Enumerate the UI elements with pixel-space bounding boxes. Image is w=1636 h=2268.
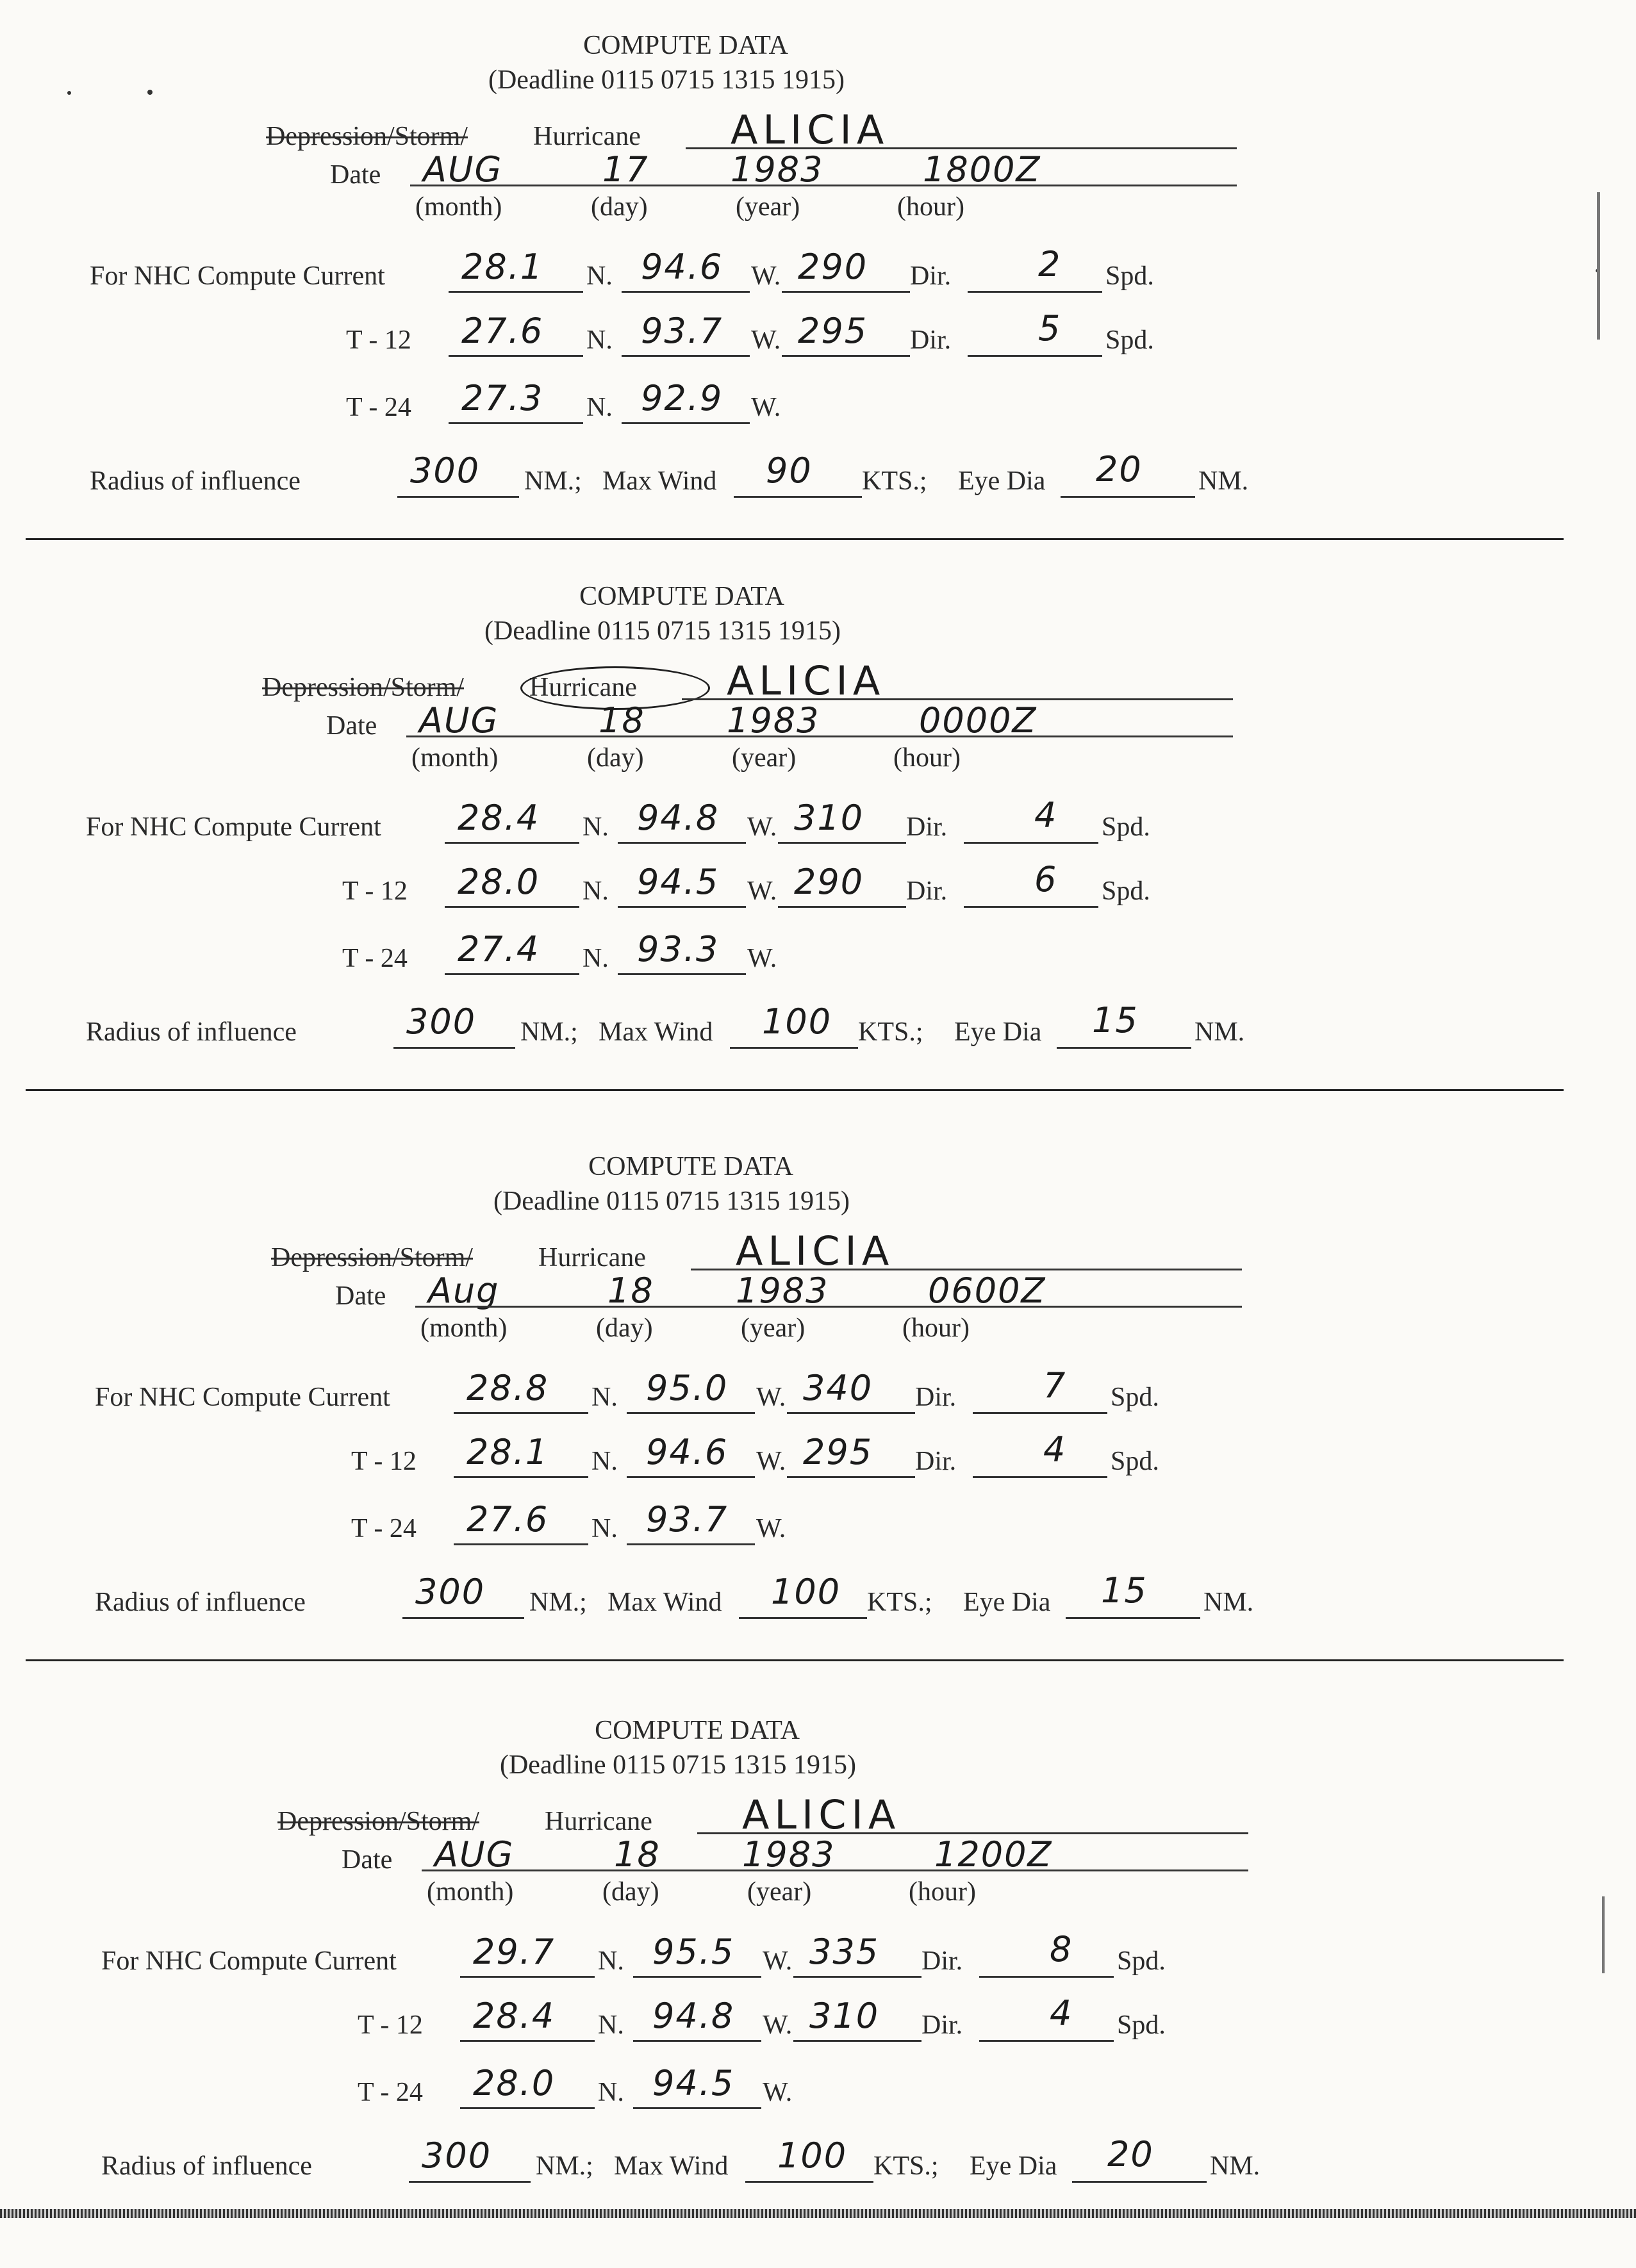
t24-longitude-line (627, 1543, 755, 1545)
date-day: 17 (602, 149, 649, 190)
n-label: N. (583, 876, 609, 906)
t24-longitude-line (618, 973, 746, 975)
date-line (410, 185, 1237, 186)
month-caption: (month) (411, 743, 499, 773)
t12-longitude: 94.5 (637, 862, 720, 902)
dir-label: Dir. (915, 1383, 957, 1412)
t12-speed: 4 (1050, 1993, 1073, 2034)
t24-latitude: 27.4 (458, 929, 540, 969)
t12-longitude-line (618, 906, 746, 908)
spd-label: Spd. (1117, 1946, 1166, 1976)
current-latitude: 28.1 (461, 247, 544, 287)
current-longitude: 94.8 (637, 798, 720, 838)
n-label: N. (586, 261, 613, 291)
current-latitude-line (454, 1412, 588, 1414)
max-wind-label: Max Wind (602, 466, 717, 496)
eye-dia-value: 15 (1101, 1570, 1148, 1611)
spd-label: Spd. (1102, 876, 1150, 906)
spd-label: Spd. (1102, 812, 1150, 842)
n-label: N. (598, 2010, 624, 2040)
form-separator (26, 538, 1564, 540)
eye-dia-unit: NM. (1210, 2151, 1260, 2181)
hour-caption: (hour) (909, 1877, 976, 1907)
current-speed-line (973, 1412, 1107, 1414)
max-wind-line (730, 1047, 858, 1049)
n-label: N. (583, 812, 609, 842)
current-label: For NHC Compute Current (95, 1383, 390, 1412)
t12-latitude: 28.1 (467, 1432, 549, 1472)
current-direction: 290 (798, 247, 868, 287)
eye-dia-label: Eye Dia (954, 1017, 1042, 1047)
t12-longitude-line (627, 1476, 755, 1478)
max-wind-value: 100 (771, 1572, 841, 1612)
t24-longitude: 93.7 (646, 1499, 729, 1540)
date-month: AUG (419, 700, 499, 741)
t12-label: T - 12 (351, 1447, 417, 1476)
eye-dia-line (1061, 496, 1195, 498)
storm-type-strikethrough: Depression/Storm/ (271, 1243, 473, 1272)
current-longitude: 94.6 (641, 247, 723, 287)
radius-label: Radius of influence (101, 2151, 312, 2181)
t24-longitude: 93.3 (637, 929, 720, 969)
t12-direction: 295 (803, 1432, 873, 1472)
t12-longitude: 93.7 (641, 311, 723, 351)
storm-name: ALICIA (727, 657, 886, 704)
t12-speed-line (973, 1476, 1107, 1478)
day-caption: (day) (587, 743, 644, 773)
eye-dia-line (1057, 1047, 1191, 1049)
w-label: W. (751, 393, 781, 422)
date-month: AUG (434, 1834, 515, 1875)
t12-direction-line (793, 2040, 921, 2042)
current-latitude-line (449, 291, 583, 293)
deadline-text: (Deadline 0115 0715 1315 1915) (484, 616, 841, 646)
storm-name: ALICIA (731, 106, 889, 153)
dir-label: Dir. (906, 876, 948, 906)
t12-speed-line (964, 906, 1098, 908)
date-hour: 0000Z (919, 700, 1037, 741)
eye-dia-line (1072, 2181, 1207, 2183)
current-latitude-line (460, 1976, 595, 1978)
kts-label: KTS.; (867, 1588, 932, 1617)
radius-unit: NM.; (524, 466, 582, 496)
current-speed-line (964, 842, 1098, 844)
month-caption: (month) (427, 1877, 514, 1907)
scan-speck (147, 90, 153, 95)
t24-latitude: 27.3 (461, 378, 544, 418)
w-label: W. (763, 1946, 793, 1976)
current-speed: 2 (1038, 244, 1062, 284)
current-direction-line (778, 842, 906, 844)
radius-line (393, 1047, 515, 1049)
current-longitude-line (622, 291, 750, 293)
month-caption: (month) (420, 1313, 508, 1343)
scan-edge-mark (1602, 1896, 1605, 1973)
t12-speed-line (979, 2040, 1114, 2042)
storm-type-strikethrough: Depression/Storm/ (277, 1807, 479, 1836)
current-speed: 8 (1050, 1929, 1073, 1969)
spd-label: Spd. (1117, 2010, 1166, 2040)
form-title: COMPUTE DATA (579, 582, 784, 611)
form-title: COMPUTE DATA (595, 1716, 800, 1745)
current-direction: 340 (803, 1368, 873, 1408)
hour-caption: (hour) (897, 192, 964, 222)
t12-label: T - 12 (342, 876, 408, 906)
t12-direction: 295 (798, 311, 868, 351)
deadline-text: (Deadline 0115 0715 1315 1915) (493, 1187, 850, 1216)
radius-value: 300 (410, 450, 481, 491)
n-label: N. (586, 393, 613, 422)
kts-label: KTS.; (873, 2151, 939, 2181)
max-wind-line (734, 496, 862, 498)
max-wind-label: Max Wind (607, 1588, 722, 1617)
n-label: N. (591, 1383, 618, 1412)
current-direction: 310 (794, 798, 864, 838)
compute-data-form-3 (0, 1147, 1636, 1704)
storm-name: ALICIA (742, 1791, 901, 1838)
date-year: 1983 (742, 1834, 836, 1875)
eye-dia-value: 20 (1107, 2134, 1154, 2174)
dir-label: Dir. (915, 1447, 957, 1476)
date-label: Date (342, 1845, 393, 1875)
max-wind-label: Max Wind (614, 2151, 729, 2181)
eye-dia-label: Eye Dia (958, 466, 1046, 496)
t12-latitude-line (449, 355, 583, 357)
current-latitude: 28.4 (458, 798, 540, 838)
storm-name: ALICIA (736, 1228, 895, 1274)
radius-unit: NM.; (529, 1588, 587, 1617)
current-speed: 4 (1034, 795, 1058, 835)
current-label: For NHC Compute Current (101, 1946, 397, 1976)
n-label: N. (586, 325, 613, 355)
max-wind-line (745, 2181, 873, 2183)
scan-edge-mark (1597, 192, 1600, 340)
scan-bottom-edge (0, 2209, 1636, 2218)
spd-label: Spd. (1111, 1447, 1159, 1476)
current-longitude-line (633, 1976, 761, 1978)
date-day: 18 (607, 1270, 654, 1311)
t12-label: T - 12 (358, 2010, 423, 2040)
max-wind-label: Max Wind (599, 1017, 713, 1047)
radius-value: 300 (415, 1572, 486, 1612)
eye-dia-line (1066, 1617, 1200, 1619)
eye-dia-unit: NM. (1198, 466, 1249, 496)
spd-label: Spd. (1111, 1383, 1159, 1412)
current-longitude-line (618, 842, 746, 844)
year-caption: (year) (736, 192, 800, 222)
date-hour: 1200Z (934, 1834, 1053, 1875)
w-label: W. (747, 876, 777, 906)
t12-direction-line (778, 906, 906, 908)
spd-label: Spd. (1105, 261, 1154, 291)
day-caption: (day) (602, 1877, 659, 1907)
storm-type-hurricane: Hurricane (538, 1243, 646, 1272)
deadline-text: (Deadline 0115 0715 1315 1915) (499, 1750, 857, 1780)
dir-label: Dir. (921, 2010, 963, 2040)
t12-latitude-line (460, 2040, 595, 2042)
w-label: W. (756, 1514, 786, 1543)
date-month: AUG (423, 149, 503, 190)
w-label: W. (751, 261, 781, 291)
t12-longitude-line (622, 355, 750, 357)
current-direction-line (782, 291, 910, 293)
t24-label: T - 24 (342, 944, 408, 973)
radius-value: 300 (406, 1001, 477, 1042)
current-speed-line (968, 291, 1102, 293)
eye-dia-label: Eye Dia (963, 1588, 1051, 1617)
t12-longitude: 94.8 (652, 1996, 735, 2036)
t24-label: T - 24 (358, 2078, 423, 2107)
t12-speed: 5 (1038, 308, 1062, 349)
year-caption: (year) (732, 743, 797, 773)
current-latitude: 29.7 (473, 1932, 556, 1972)
max-wind-value: 100 (762, 1001, 832, 1042)
form-separator (26, 1089, 1564, 1091)
radius-unit: NM.; (520, 1017, 578, 1047)
spd-label: Spd. (1105, 325, 1154, 355)
t24-latitude-line (460, 2107, 595, 2109)
hour-caption: (hour) (893, 743, 961, 773)
current-speed-line (979, 1976, 1114, 1978)
month-caption: (month) (415, 192, 502, 222)
current-longitude-line (627, 1412, 755, 1414)
t24-latitude-line (445, 973, 579, 975)
t24-longitude: 94.5 (652, 2063, 735, 2103)
t12-label: T - 12 (346, 325, 411, 355)
year-caption: (year) (747, 1877, 812, 1907)
eye-dia-value: 15 (1092, 1000, 1139, 1040)
t24-latitude: 28.0 (473, 2063, 556, 2103)
scan-speck (67, 91, 71, 95)
max-wind-value: 100 (777, 2135, 848, 2176)
t24-longitude-line (633, 2107, 761, 2109)
date-label: Date (335, 1281, 386, 1311)
date-label: Date (326, 711, 377, 741)
t12-latitude: 28.4 (473, 1996, 556, 2036)
storm-type-hurricane: Hurricane (533, 122, 641, 151)
radius-value: 300 (422, 2135, 492, 2176)
storm-type-hurricane: Hurricane (545, 1807, 652, 1836)
t24-latitude: 27.6 (467, 1499, 549, 1540)
deadline-text: (Deadline 0115 0715 1315 1915) (488, 65, 845, 95)
eye-dia-unit: NM. (1203, 1588, 1254, 1617)
eye-dia-label: Eye Dia (970, 2151, 1057, 2181)
date-month: Aug (428, 1270, 500, 1311)
dir-label: Dir. (906, 812, 948, 842)
date-year: 1983 (727, 700, 820, 741)
eye-dia-unit: NM. (1194, 1017, 1245, 1047)
form-title: COMPUTE DATA (588, 1152, 793, 1181)
kts-label: KTS.; (858, 1017, 923, 1047)
t12-direction-line (782, 355, 910, 357)
current-direction: 335 (809, 1932, 880, 1972)
current-label: For NHC Compute Current (86, 812, 381, 842)
radius-label: Radius of influence (95, 1588, 306, 1617)
form-title: COMPUTE DATA (583, 31, 788, 60)
compute-data-form-4 (0, 1711, 1636, 2268)
radius-line (397, 496, 519, 498)
date-year: 1983 (731, 149, 824, 190)
w-label: W. (747, 944, 777, 973)
kts-label: KTS.; (862, 466, 927, 496)
t12-latitude-line (445, 906, 579, 908)
max-wind-value: 90 (766, 450, 813, 491)
t12-longitude: 94.6 (646, 1432, 729, 1472)
compute-data-form-2 (0, 577, 1636, 1134)
current-direction-line (793, 1976, 921, 1978)
w-label: W. (751, 325, 781, 355)
radius-label: Radius of influence (86, 1017, 297, 1047)
date-day: 18 (614, 1834, 661, 1875)
date-label: Date (330, 160, 381, 190)
w-label: W. (763, 2010, 793, 2040)
t24-longitude: 92.9 (641, 378, 723, 418)
storm-type-strikethrough: Depression/Storm/ (262, 673, 464, 702)
date-line (422, 1869, 1248, 1871)
max-wind-line (739, 1617, 867, 1619)
current-latitude: 28.8 (467, 1368, 549, 1408)
storm-type-hurricane: Hurricane (529, 673, 637, 702)
current-direction-line (787, 1412, 915, 1414)
current-latitude-line (445, 842, 579, 844)
eye-dia-value: 20 (1096, 449, 1143, 489)
current-label: For NHC Compute Current (90, 261, 385, 291)
radius-unit: NM.; (536, 2151, 593, 2181)
current-longitude: 95.5 (652, 1932, 735, 1972)
t12-latitude-line (454, 1476, 588, 1478)
t12-speed: 4 (1043, 1429, 1067, 1470)
t12-latitude: 28.0 (458, 862, 540, 902)
date-year: 1983 (736, 1270, 829, 1311)
t12-direction: 310 (809, 1996, 880, 2036)
current-longitude: 95.0 (646, 1368, 729, 1408)
date-line (415, 1306, 1242, 1308)
t24-longitude-line (622, 422, 750, 424)
radius-line (402, 1617, 524, 1619)
dir-label: Dir. (910, 261, 952, 291)
radius-label: Radius of influence (90, 466, 301, 496)
w-label: W. (756, 1383, 786, 1412)
date-hour: 1800Z (923, 149, 1041, 190)
w-label: W. (747, 812, 777, 842)
n-label: N. (591, 1514, 618, 1543)
t12-direction-line (787, 1476, 915, 1478)
n-label: N. (591, 1447, 618, 1476)
day-caption: (day) (596, 1313, 653, 1343)
w-label: W. (756, 1447, 786, 1476)
storm-type-strikethrough: Depression/Storm/ (266, 122, 468, 151)
year-caption: (year) (741, 1313, 806, 1343)
radius-line (409, 2181, 531, 2183)
t24-latitude-line (454, 1543, 588, 1545)
compute-data-form-1 (0, 26, 1636, 583)
t12-longitude-line (633, 2040, 761, 2042)
date-hour: 0600Z (928, 1270, 1046, 1311)
t24-label: T - 24 (351, 1514, 417, 1543)
n-label: N. (598, 2078, 624, 2107)
t24-label: T - 24 (346, 393, 411, 422)
dir-label: Dir. (921, 1946, 963, 1976)
current-speed: 7 (1043, 1365, 1067, 1406)
w-label: W. (763, 2078, 793, 2107)
n-label: N. (583, 944, 609, 973)
t12-latitude: 27.6 (461, 311, 544, 351)
n-label: N. (598, 1946, 624, 1976)
day-caption: (day) (591, 192, 648, 222)
t12-speed: 6 (1034, 859, 1058, 900)
form-separator (26, 1659, 1564, 1661)
t24-latitude-line (449, 422, 583, 424)
t12-speed-line (968, 355, 1102, 357)
date-day: 18 (599, 700, 645, 741)
t12-direction: 290 (794, 862, 864, 902)
hour-caption: (hour) (902, 1313, 970, 1343)
date-line (406, 735, 1233, 737)
dir-label: Dir. (910, 325, 952, 355)
